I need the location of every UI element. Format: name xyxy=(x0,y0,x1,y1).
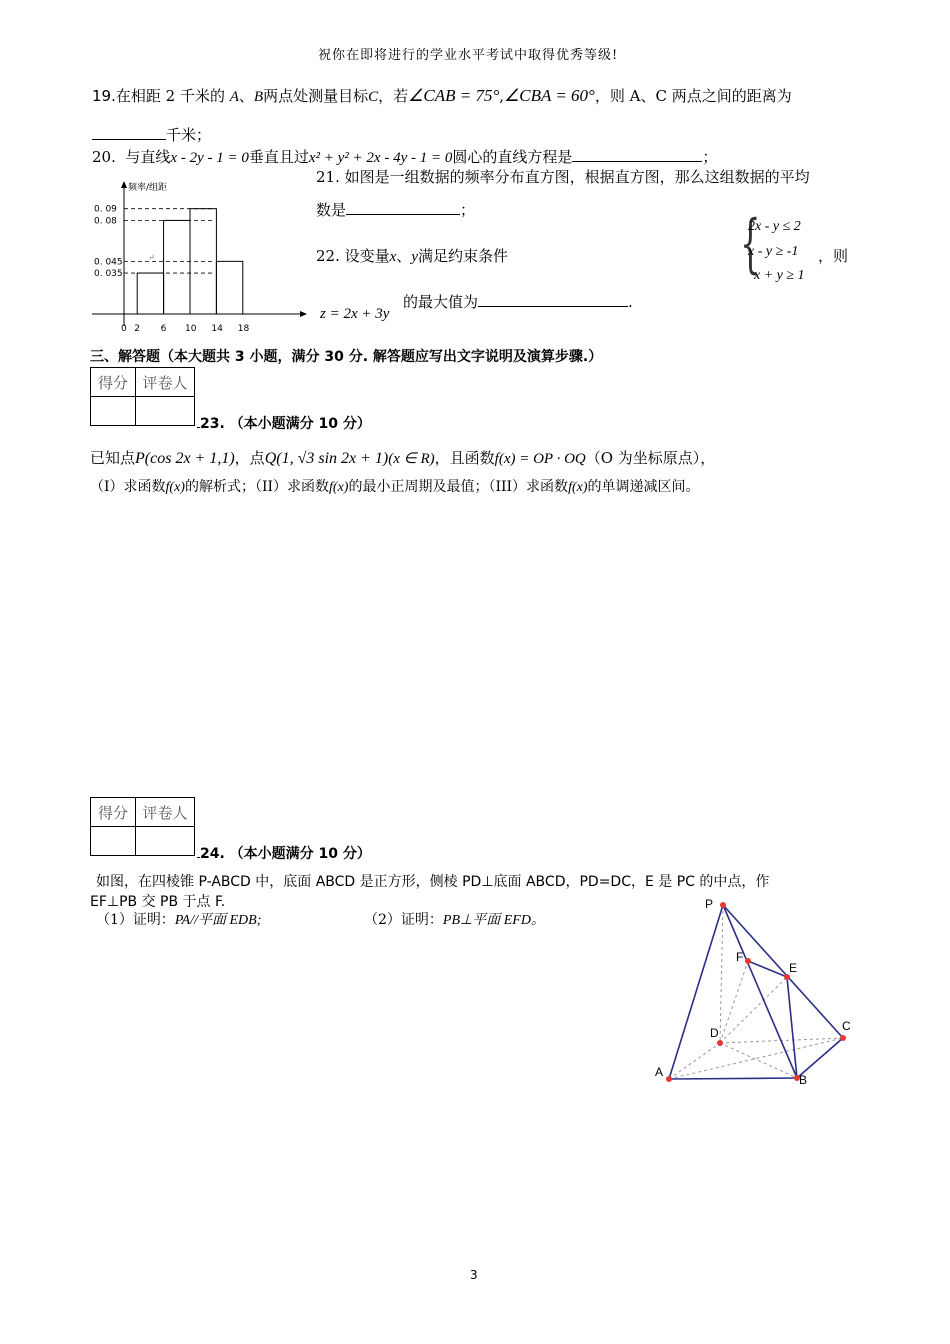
q22-line1 xyxy=(316,245,508,266)
q20-circle-equation: x² + y² + 2x - 4y - 1 = 0 xyxy=(308,150,453,166)
q22-sep: 、 xyxy=(396,247,412,265)
q22-text-b: 满足约束条件 xyxy=(417,247,508,265)
histogram-xtick-1: 2 xyxy=(134,324,140,334)
q19-sep: 、 xyxy=(238,87,254,105)
q19-angle-cba: ∠CBA = 60° xyxy=(504,86,595,105)
q23-function: f(x) = OP · OQ xyxy=(494,451,586,467)
edge-bc xyxy=(797,1038,843,1078)
histogram-xtick-5: 18 xyxy=(237,324,250,334)
q19-answer-blank[interactable] xyxy=(92,125,166,140)
label-a: A xyxy=(655,1065,664,1079)
q24-proof-2 xyxy=(364,909,545,929)
q23-fx-2: f(x) xyxy=(329,480,349,495)
question-20 xyxy=(92,146,717,167)
q23-text-b: ，点 xyxy=(234,449,265,467)
histogram-xtick-3: 10 xyxy=(185,324,197,334)
q22-constraint-1: 2x - y ≤ 2 xyxy=(748,219,801,234)
edge-df xyxy=(720,961,748,1043)
q19-comma: , xyxy=(499,87,505,105)
histogram-ytick-2: 0. 045 xyxy=(94,257,123,268)
q23-line1 xyxy=(90,447,715,468)
q23-line2 xyxy=(90,476,700,496)
q20-text-b: 垂直且过 xyxy=(248,148,309,166)
score-header: 得分 xyxy=(91,798,136,827)
q22-text-c: 的最大值为 xyxy=(403,293,479,311)
edge-db xyxy=(720,1043,797,1078)
edge-pa xyxy=(669,905,723,1079)
q24-proof-2-text: PB⊥平面 EFD。 xyxy=(442,913,545,928)
histogram-ytick-0: 0. 09 xyxy=(94,204,117,215)
q19-point-a: A xyxy=(229,89,239,105)
vertex-c xyxy=(840,1035,846,1041)
q19-answer-line xyxy=(92,124,211,145)
q21-prompt: 数是 xyxy=(316,201,347,219)
vertex-p xyxy=(720,902,726,908)
q22-objective: z = 2x + 3y xyxy=(320,306,390,322)
edge-pc xyxy=(723,905,843,1038)
histogram-xtick-4: 14 xyxy=(211,324,223,334)
q23-title: 23. （本小题满分 10 分） xyxy=(200,416,371,432)
grader-header: 评卷人 xyxy=(136,798,195,827)
label-b: B xyxy=(799,1073,808,1087)
q23-point-q: Q(1, √3 sin 2x + 1) xyxy=(264,450,389,467)
q22-brace: { xyxy=(740,207,761,281)
q23-part3: 的最小正周期及最值；（III）求函数 xyxy=(348,479,569,495)
q19-point-b: B xyxy=(253,89,264,105)
pyramid-figure xyxy=(650,895,860,1090)
frequency-histogram xyxy=(88,176,310,338)
vertex-d xyxy=(717,1040,723,1046)
x-axis-arrow-icon xyxy=(300,311,307,317)
edge-pb xyxy=(723,905,797,1078)
label-e: E xyxy=(789,961,798,975)
q24-title: 24. （本小题满分 10 分） xyxy=(200,846,371,862)
histogram-y-label: 频率/组距 xyxy=(128,183,168,193)
q24-line1: 如图，在四棱锥 P-ABCD 中，底面 ABCD 是正方形，侧棱 PD⊥底面 ABCD，PD=DC，E 是 PC 的中点，作 xyxy=(96,874,770,890)
q24-proof-2-label: （2）证明： xyxy=(364,912,443,928)
vertex-f xyxy=(745,958,751,964)
histogram-bar-3 xyxy=(216,261,242,314)
q19-point-c: C xyxy=(368,89,379,105)
q19-text-c: ，若 xyxy=(378,87,409,105)
q19-text-d: ，则 A、C 两点之间的距离为 xyxy=(594,87,792,105)
histogram-xtick-2: 6 xyxy=(160,324,167,334)
label-c: C xyxy=(842,1019,851,1033)
section-3-heading: 三、解答题（本大题共 3 小题，满分 30 分. 解答题应写出文字说明及演算步骤.） xyxy=(90,349,603,365)
q23-score-table xyxy=(90,367,195,426)
q20-end: ； xyxy=(702,148,718,166)
q21-end: ； xyxy=(460,201,476,219)
q23-fx-1: f(x) xyxy=(165,480,185,495)
question-19 xyxy=(92,85,792,106)
edge-ad xyxy=(669,1043,720,1079)
score-cell[interactable] xyxy=(91,397,136,426)
q22-var-x: x xyxy=(389,249,397,265)
edge-eb xyxy=(787,977,797,1078)
score-cell[interactable] xyxy=(91,827,136,856)
q22-var-y: y xyxy=(411,249,418,265)
q21-line1: 21. 如图是一组数据的频率分布直方图，根据直方图，那么这组数据的平均 xyxy=(316,168,810,186)
q23-text-c: ，且函数 xyxy=(434,449,495,467)
edge-pd xyxy=(720,905,723,1043)
q20-text-c: 圆心的直线方程是 xyxy=(452,148,573,166)
q22-line2 xyxy=(403,291,633,312)
q23-part1: （I）求函数 xyxy=(90,479,166,495)
q23-point-p: P(cos 2x + 1,1) xyxy=(135,450,235,467)
q24-score-table xyxy=(90,797,195,856)
q23-text-a: 已知点 xyxy=(90,449,136,467)
histogram-ytick-3: 0. 035 xyxy=(94,269,123,280)
q24-proof-1 xyxy=(96,909,261,929)
edge-ab xyxy=(669,1078,797,1079)
q23-condition: (x ∈ R) xyxy=(388,451,435,467)
page-header: 祝你在即将进行的学业水平考试中取得优秀等级! xyxy=(318,48,619,63)
q20-number: 20. xyxy=(92,148,116,166)
q20-text-a: 与直线 xyxy=(125,148,171,166)
q24-line2: EF⊥PB 交 PB 于点 F. xyxy=(90,894,226,910)
q19-number: 19. xyxy=(92,87,116,105)
q19-unit: 千米； xyxy=(166,126,212,144)
histogram-bar-0 xyxy=(137,273,163,314)
q23-part4: 的单调递减区间。 xyxy=(587,479,700,495)
q22-text-a: 22. 设变量 xyxy=(316,247,390,265)
q24-proof-1-text: PA//平面 EDB; xyxy=(174,913,262,928)
q20-line-equation: x - 2y - 1 = 0 xyxy=(170,150,249,166)
score-header: 得分 xyxy=(91,368,136,397)
q22-then: ，则 xyxy=(818,247,849,265)
label-d: D xyxy=(710,1026,719,1040)
vertex-a xyxy=(666,1076,672,1082)
q22-constraint-3: x + y ≥ 1 xyxy=(754,268,805,283)
q23-text-d: （O 为坐标原点）， xyxy=(585,449,716,467)
q22-constraint-2: x - y ≥ -1 xyxy=(748,244,799,259)
q22-answer-blank[interactable] xyxy=(478,292,628,307)
histogram-ytick-1: 0. 08 xyxy=(94,216,117,227)
q23-fx-3: f(x) xyxy=(568,480,588,495)
q24-proof-1-label: （1）证明： xyxy=(96,912,175,928)
q19-angle-cab: ∠CAB = 75° xyxy=(408,86,500,105)
q22-end: . xyxy=(628,293,633,311)
label-f: F xyxy=(736,950,744,964)
q21-answer-blank[interactable] xyxy=(346,200,460,215)
page-number: 3 xyxy=(470,1268,478,1282)
histogram-xtick-0: 0 xyxy=(121,324,127,334)
q19-text-a: 在相距 2 千米的 xyxy=(115,87,225,105)
grader-cell[interactable] xyxy=(136,827,195,856)
grader-header: 评卷人 xyxy=(136,368,195,397)
q21-line2 xyxy=(316,199,475,220)
q20-answer-blank[interactable] xyxy=(572,147,702,162)
label-p: P xyxy=(705,897,714,911)
grader-cell[interactable] xyxy=(136,397,195,426)
edge-ac xyxy=(669,1038,843,1079)
q23-part2: 的解析式；（II）求函数 xyxy=(184,479,330,495)
y-axis-arrow-icon xyxy=(121,181,127,188)
histogram-center-mark: ↵ xyxy=(148,253,155,262)
q19-text-b: 两点处测量目标 xyxy=(263,87,369,105)
histogram-bar-1 xyxy=(164,220,190,314)
